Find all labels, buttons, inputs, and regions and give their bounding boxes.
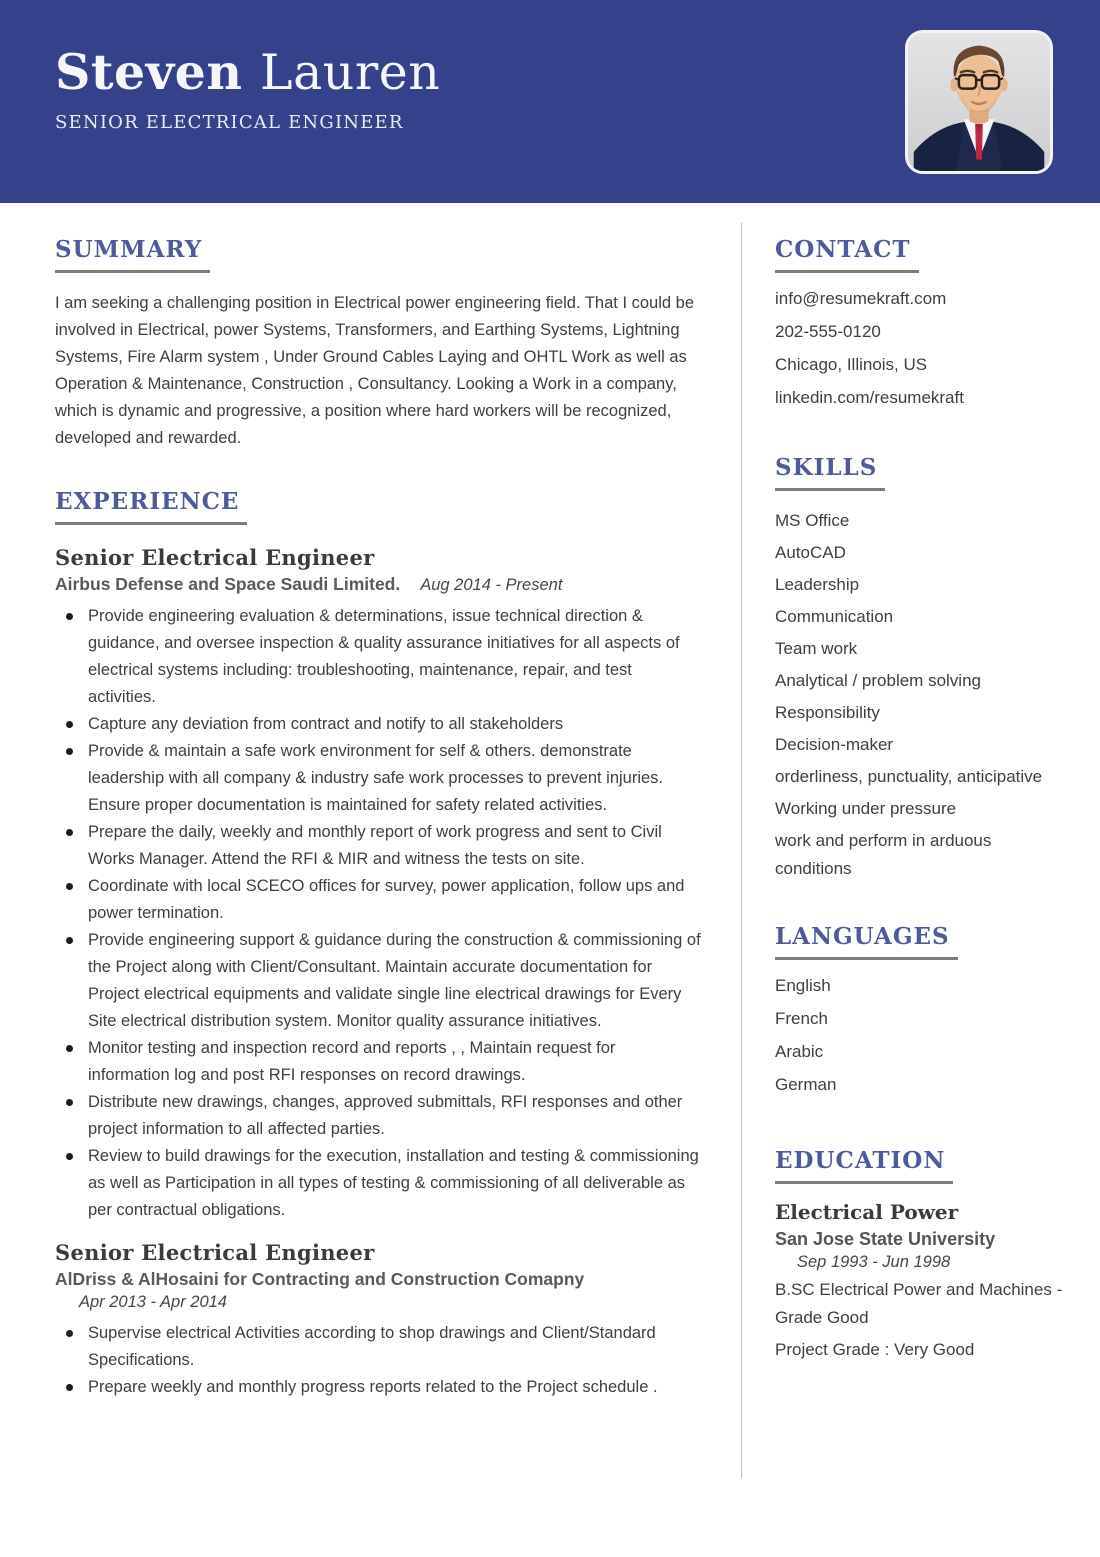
skill-item: Decision-maker (775, 735, 894, 754)
job-company: Airbus Defense and Space Saudi Limited. (55, 574, 401, 594)
skill-item: Analytical / problem solving (775, 671, 981, 690)
profile-photo (905, 30, 1053, 174)
job-bullet: Monitor testing and inspection record and reports , , Maintain request for information log and post RFI responses on record drawings. (55, 1035, 701, 1089)
job-bullet: Prepare weekly and monthly progress reports related to the Project schedule . (55, 1374, 701, 1401)
languages-heading: LANGUAGES (775, 923, 958, 960)
skill-item: work and perform in arduous conditions (775, 831, 992, 878)
skill-item: Leadership (775, 575, 860, 594)
job-bullet: Provide engineering support & guidance during the construction & commissioning of the Project along with Client/Consultant. Maintain accurate documentation for Project electrical equipments and validate single line electrical drawings for Every Site electrical distribution system. Monitor quality assurance initiatives. (55, 927, 701, 1035)
language-item: Arabic (775, 1042, 824, 1061)
job-meta (55, 1269, 701, 1290)
language-item: French (775, 1009, 828, 1028)
education-dates: Sep 1993 - Jun 1998 (797, 1253, 951, 1271)
education-heading: EDUCATION (775, 1147, 953, 1184)
header-text (55, 43, 441, 133)
education-extra: Project Grade : Very Good (775, 1340, 975, 1359)
education-section (775, 1108, 1064, 1360)
summary-text: I am seeking a challenging position in Electrical power engineering field. That I could be involved in Electrical, power Systems, Transformers, and Earthing Systems, Lightning Systems, Fire Alarm system , Under Ground Cables Laying and OHTL Work as well as Operation & Maintenance, Construction , Consultancy. Looking a Work in a company, which is dynamic and progressive, a position where hard workers will be recognized, developed and rewarded. (55, 294, 694, 447)
skill-item: Team work (775, 639, 858, 658)
job-bullet-list (55, 603, 701, 1224)
right-column (775, 223, 1064, 1360)
job-entry (55, 1240, 701, 1401)
column-divider (741, 223, 742, 1478)
job-bullet: Review to build drawings for the execution, installation and testing & commissioning as well as Participation in all types of testing & commissioning of all deliverable as per contractual obligations. (55, 1143, 701, 1224)
job-bullet: Prepare the daily, weekly and monthly report of work progress and sent to Civil Works Manager. Attend the RFI & MIR and witness the tests on site. (55, 819, 701, 873)
language-item: German (775, 1075, 837, 1094)
skill-item: MS Office (775, 511, 850, 530)
first-name: Steven (55, 43, 243, 101)
job-title: Senior Electrical Engineer (55, 1240, 375, 1265)
job-bullet: Provide engineering evaluation & determinations, issue technical direction & guidance, and oversee inspection & quality assurance initiatives for all aspects of electrical systems including: troubleshooting, maintenance, repair, and test activities. (55, 603, 701, 711)
profile-photo-illustration (908, 33, 1050, 171)
contact-item: 202-555-0120 (775, 322, 881, 341)
job-dates: Apr 2013 - Apr 2014 (79, 1293, 227, 1311)
skills-list (775, 507, 1064, 883)
header-banner (0, 0, 1100, 203)
person-role: SENIOR ELECTRICAL ENGINEER (55, 111, 404, 133)
contact-item: Chicago, Illinois, US (775, 355, 928, 374)
skill-item: Communication (775, 607, 894, 626)
job-entry (55, 545, 701, 1224)
languages-list (775, 976, 1064, 1095)
education-degree: Electrical Power (775, 1200, 959, 1224)
summary-heading: SUMMARY (55, 236, 210, 273)
job-meta (55, 574, 701, 595)
languages-section (775, 887, 1064, 1095)
left-column (55, 223, 701, 1401)
education-detail: B.SC Electrical Power and Machines - Grade Good (775, 1280, 1063, 1327)
job-bullet: Distribute new drawings, changes, approved submittals, RFI responses and other project information to all affected parties. (55, 1089, 701, 1143)
contact-heading: CONTACT (775, 236, 919, 273)
experience-heading: EXPERIENCE (55, 488, 247, 525)
job-bullet: Capture any deviation from contract and notify to all stakeholders (55, 711, 701, 738)
contact-section (775, 223, 1064, 408)
job-company: AlDriss & AlHosaini for Contracting and Construction Comapny (55, 1269, 585, 1289)
summary-section (55, 223, 701, 452)
contact-item: info@resumekraft.com (775, 289, 947, 308)
job-dates: Aug 2014 - Present (420, 576, 563, 594)
experience-section (55, 452, 701, 1401)
contact-item: linkedin.com/resumekraft (775, 388, 964, 407)
person-name (55, 43, 441, 101)
skills-heading: SKILLS (775, 454, 885, 491)
last-name: Lauren (260, 44, 441, 101)
skill-item: Responsibility (775, 703, 880, 722)
job-bullet: Coordinate with local SCECO offices for survey, power application, follow ups and power termination. (55, 873, 701, 927)
content-area (0, 203, 1100, 1478)
skill-item: orderliness, punctuality, anticipative (775, 767, 1043, 786)
job-title: Senior Electrical Engineer (55, 545, 375, 570)
job-bullet: Provide & maintain a safe work environment for self & others. demonstrate leadership with all company & industry safe work processes to prevent injuries. Ensure proper documentation is maintained for safety related activities. (55, 738, 701, 819)
job-bullet-list (55, 1320, 701, 1401)
language-item: English (775, 976, 831, 995)
skills-section (775, 421, 1064, 883)
skill-item: AutoCAD (775, 543, 846, 562)
skill-item: Working under pressure (775, 799, 957, 818)
contact-list (775, 289, 1064, 408)
job-bullet: Supervise electrical Activities according to shop drawings and Client/Standard Specifications. (55, 1320, 701, 1374)
education-school: San Jose State University (775, 1229, 996, 1249)
